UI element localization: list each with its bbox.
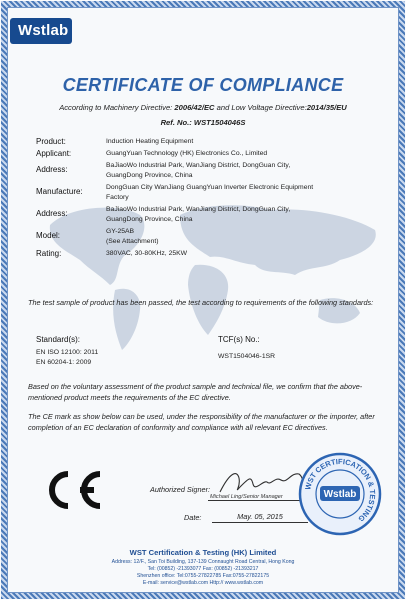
- standards-label: Standard(s):: [36, 335, 81, 344]
- footer-contact: E-mail: service@wstlab.com Http:// www.wstlab.com: [142, 580, 264, 586]
- footer-company: WST Certification & Testing (HK) Limited: [129, 548, 277, 557]
- footer-shenzhen-office: Shenzhen office: Tel:0755-27822785 Fax:0755-27822175: [136, 573, 270, 579]
- authorized-signer-label: Authorized Signer:: [150, 485, 211, 494]
- tcf-value: WST1504046-1SR: [218, 353, 276, 360]
- field-product: Product: Induction Heating Equipment: [36, 137, 194, 146]
- field-manufacturer-address: Address: BaJiaoWo Industrial Park, WanJiang District, DongGuan City, GuangDong Province, China: [36, 206, 291, 223]
- field-applicant-address: Address: BaJiaoWo Industrial Park, WanJiang District, DongGuan City, GuangDong Province, China: [36, 162, 291, 179]
- issue-date: May. 05, 2015: [212, 512, 308, 523]
- ce-mark-paragraph: The CE mark as show below can be used, under the responsibility of the manufacturer or the importer, after completion of an EC declaration of conformity and compliance with all relevant EC directives.: [28, 412, 375, 432]
- wstlab-logo: Wstlab: [10, 18, 72, 44]
- svg-text:Wstlab: Wstlab: [323, 489, 357, 500]
- certificate-title: CERTIFICATE OF COMPLIANCE: [62, 75, 344, 95]
- signature-line: [208, 500, 308, 501]
- field-applicant: Applicant: GuangYuan Technology (HK) Electronics Co., Limited: [36, 149, 268, 158]
- signer-name: Michael Ling/Senior Manager: [210, 494, 283, 500]
- reference-number: Ref. No.: WST1504046S: [160, 118, 246, 127]
- ce-mark-icon: [42, 468, 104, 512]
- footer-address: Address: 12/F., San Toi Building, 137-139 Connaught Road Central, Hong Kong: [111, 559, 295, 565]
- footer-phone: Tel: (00852) -21393077 Fax: (00852) -21393217: [147, 566, 259, 572]
- directive-line: According to Machinery Directive: 2006/42/EC and Low Voltage Directive:2014/35/EU: [59, 103, 347, 112]
- certificate-fields: [36, 137, 381, 261]
- test-statement: The test sample of product has been passed, the test according to requirements of the following standards:: [28, 298, 374, 307]
- field-manufacturer: Manufacture: DongGuan City WanJiang GuangYuan Inverter Electronic Equipment Factory: [36, 184, 314, 201]
- standards-list: EN ISO 12100: 2011 EN 60204-1: 2009: [36, 349, 99, 366]
- field-model: Model: GY-25AB (See Attachment): [36, 228, 159, 245]
- svg-text:WST CERTIFICATION & TESTING: WST CERTIFICATION & TESTING: [303, 456, 378, 524]
- wst-certification-seal: [298, 452, 382, 536]
- date-label: Date:: [184, 513, 202, 522]
- field-rating: Rating: 380VAC, 30-80KHz, 25KW: [36, 249, 188, 258]
- assessment-paragraph: Based on the voluntary assessment of the product sample and technical file, we confirm that the above-mentioned product meets the requirements of the EC directive.: [28, 382, 363, 402]
- tcf-label: TCF(s) No.:: [218, 335, 260, 344]
